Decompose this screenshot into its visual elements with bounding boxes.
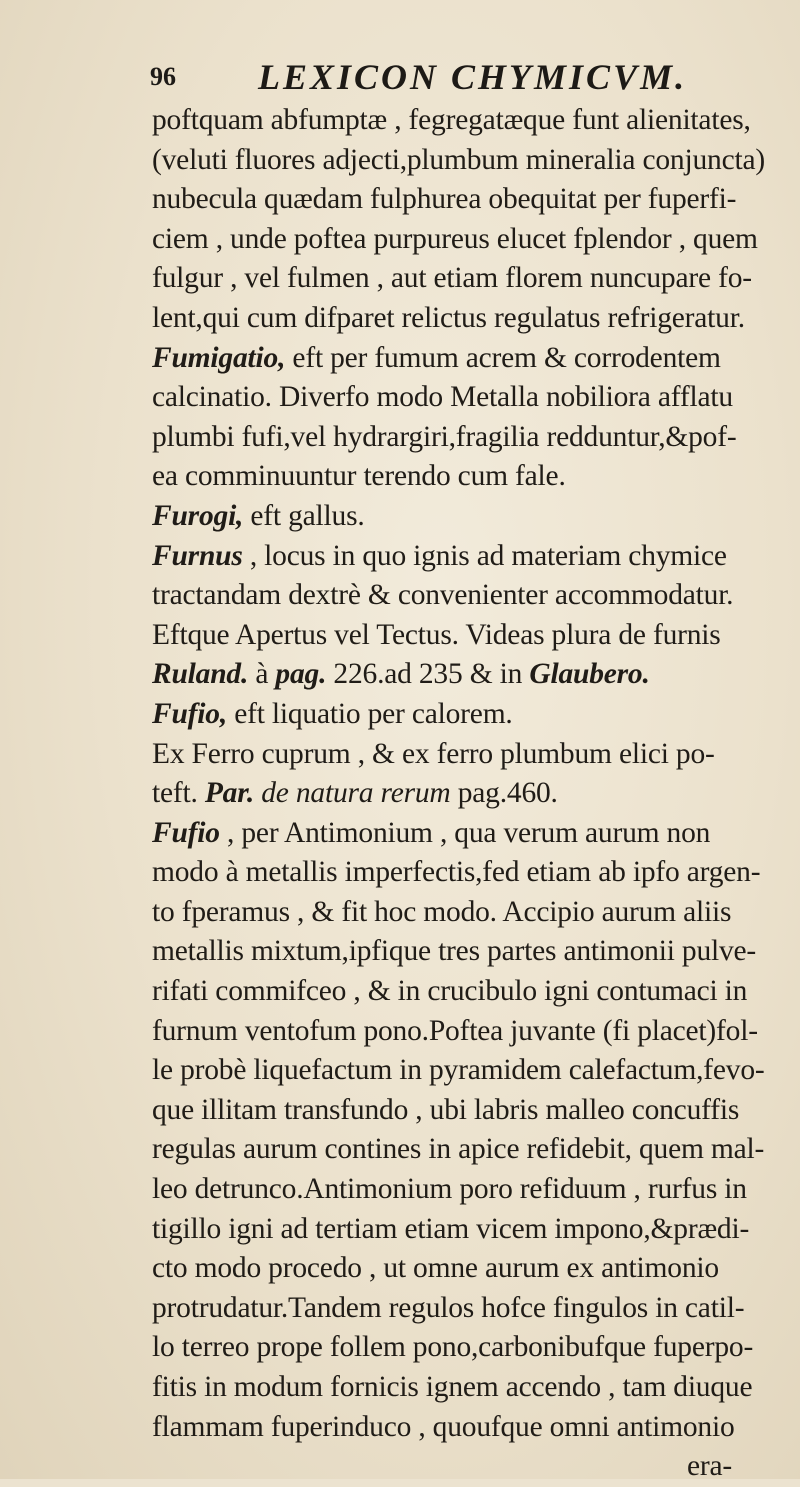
text-run: nubecula quædam fulphurea obequitat per fuperfi-: [152, 183, 737, 216]
text-run: à: [248, 658, 276, 691]
text-line: [152, 141, 792, 181]
text-run: eft gallus.: [243, 499, 365, 532]
text-line: [152, 1130, 792, 1170]
body-text: [152, 101, 792, 1487]
text-line: [152, 1012, 792, 1052]
text-line: [152, 497, 792, 537]
text-line: [152, 576, 792, 616]
text-run: leo detrunco.Antimonium poro refiduum , rurfus in: [152, 1173, 747, 1206]
text-run: metallis mixtum,ipfique tres partes antimonii pulve-: [152, 935, 757, 968]
text-line: [152, 1328, 792, 1368]
headword: Fufio: [152, 816, 220, 849]
text-line: [152, 101, 792, 141]
text-line: [152, 853, 792, 893]
text-run: tigillo igni ad tertiam etiam vicem impono,&prædi-: [152, 1212, 750, 1245]
text-line: [152, 695, 792, 735]
headword: Glaubero.: [529, 658, 650, 691]
text-line: [152, 180, 792, 220]
text-run: flammam fuperinduco , quoufque omni antimonio: [152, 1410, 735, 1443]
text-run: eft per fumum acrem & corrodentem: [285, 341, 721, 374]
text-run: , per Antimonium , qua verum aurum non: [219, 816, 711, 849]
text-line: [152, 1170, 792, 1210]
text-line: [152, 932, 792, 972]
text-run: poftquam abfumptæ , fegregatæque funt alienitates,: [152, 104, 751, 136]
headword: de natura rerum: [261, 777, 451, 810]
text-run: 226.ad 235 & in: [326, 658, 530, 691]
text-run: rifati commifceo , & in crucibulo igni contumaci in: [152, 975, 748, 1008]
text-line: [152, 220, 792, 260]
text-line: [152, 1091, 792, 1131]
text-line: [152, 378, 792, 418]
text-run: pag.460.: [450, 777, 558, 810]
text-line: [152, 1408, 792, 1448]
catchword: era-: [686, 1450, 732, 1483]
text-line: [152, 1210, 792, 1250]
text-line: [152, 457, 792, 497]
page-header: [150, 56, 790, 96]
text-line: [152, 259, 792, 299]
text-run: (veluti fluores adjecti,plumbum mineralia conjuncta): [152, 143, 765, 176]
text-run: calcinatio. Diverfo modo Metalla nobiliora afflatu: [152, 381, 733, 414]
running-title: LEXICON CHYMICVM.: [258, 57, 688, 97]
text-run: eft liquatio per calorem.: [227, 697, 513, 730]
text-line: [152, 655, 792, 695]
headword: Ruland.: [152, 658, 249, 691]
text-run: ea comminuuntur terendo cum fale.: [152, 460, 566, 493]
text-line: [152, 774, 792, 814]
text-run: modo à metallis imperfectis,fed etiam ab ipfo argen-: [152, 856, 761, 889]
text-run: Eftque Apertus vel Tectus. Videas plura de furnis: [152, 618, 721, 651]
text-run: lo terreo prope follem pono,carbonibufque fuperpo-: [152, 1331, 754, 1364]
text-line: [152, 1368, 792, 1408]
headword: Fufio,: [152, 697, 228, 730]
text-line: [152, 893, 792, 933]
text-run: to fperamus , & fit hoc modo. Accipio aurum aliis: [152, 895, 732, 928]
text-line: [152, 1289, 792, 1329]
text-line: [152, 972, 792, 1012]
text-run: Ex Ferro cuprum , & ex ferro plumbum elici po-: [152, 737, 715, 770]
text-run: teft.: [152, 777, 205, 810]
text-run: le probè liquefactum in pyramidem calefactum,fevo-: [152, 1054, 765, 1087]
text-line: [152, 735, 792, 775]
headword: pag.: [275, 658, 327, 691]
text-run: , locus in quo ignis ad materiam chymice: [242, 539, 727, 572]
text-run: fitis in modum fornicis ignem accendo , tam diuque: [152, 1371, 753, 1403]
headword: Furogi,: [152, 499, 244, 532]
text-run: furnum ventofum pono.Poftea juvante (fi placet)fol-: [152, 1014, 758, 1047]
text-run: plumbi fufi,vel hydrargiri,fragilia redduntur,&pof-: [152, 420, 737, 453]
text-run: ciem , unde poftea purpureus elucet fplendor , quem: [152, 222, 758, 255]
page-number: 96: [150, 62, 176, 91]
text-line: [152, 299, 792, 339]
text-line: [152, 814, 792, 854]
headword: Furnus: [152, 539, 243, 572]
text-run: lent,qui cum difparet relictus regulatus refrigeratur.: [152, 301, 745, 334]
text-line: [152, 418, 792, 458]
text-line: [152, 1249, 792, 1289]
text-line: [152, 616, 792, 656]
text-run: cto modo procedo , ut omne aurum ex antimonio: [152, 1252, 719, 1285]
text-run: protrudatur.Tandem regulos hofce fingulos in catil-: [152, 1291, 745, 1324]
headword: Fumigatio,: [152, 341, 286, 374]
headword: Par.: [204, 777, 255, 810]
text-run: que illitam transfundo , ubi labris malleo concuffis: [152, 1093, 740, 1126]
text-run: regulas aurum contines in apice refidebit, quem mal-: [152, 1133, 765, 1166]
text-line: [152, 537, 792, 577]
text-line: [152, 339, 792, 379]
text-run: tractandam dextrè & convenienter accommodatur.: [152, 579, 734, 612]
text-line: [152, 1051, 792, 1091]
text-run: fulgur , vel fulmen , aut etiam florem nuncupare fo-: [152, 262, 752, 295]
